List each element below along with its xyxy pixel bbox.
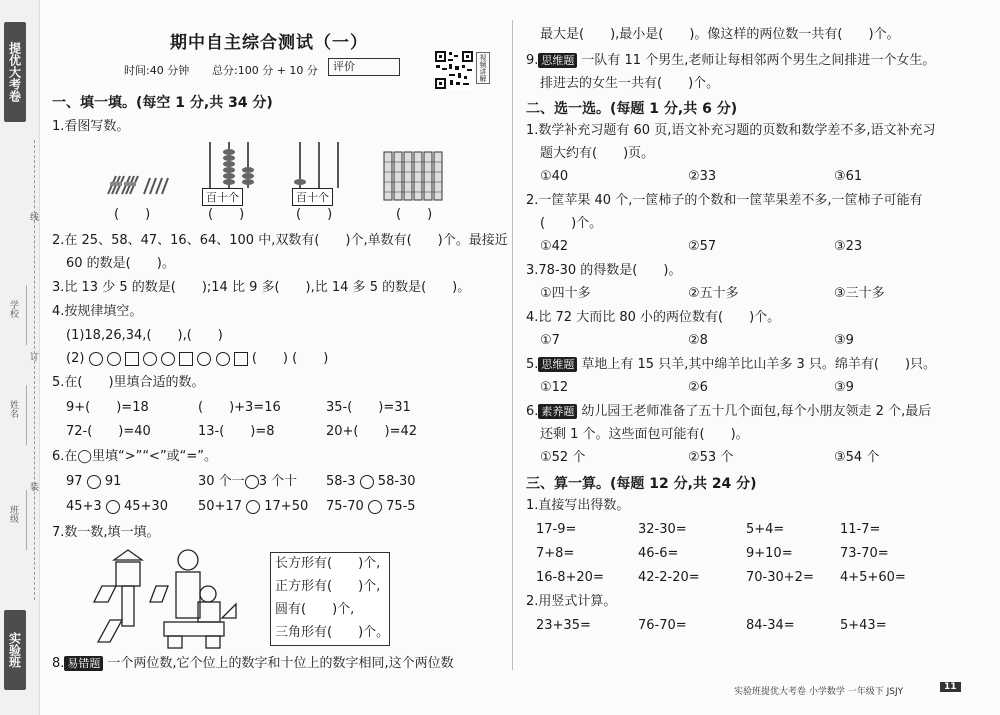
binding-strip — [0, 0, 40, 715]
comparison[interactable]: 45+3 45+30 — [66, 499, 168, 514]
circle-count[interactable]: 圆有( )个, — [275, 602, 355, 617]
option[interactable]: ①42 — [540, 239, 569, 254]
option[interactable]: ③三十多 — [834, 286, 885, 301]
answer-blank[interactable]: ( ) — [251, 351, 288, 366]
school-field-line — [26, 285, 27, 345]
right-column — [522, 0, 992, 715]
brand-label: 实验班 — [4, 610, 26, 690]
calc-q1-text: 1.直接写出得数。 — [526, 498, 630, 513]
qr-code[interactable] — [434, 50, 474, 90]
equation[interactable]: 9+10= — [746, 546, 793, 561]
abacus-place-label: 百十个 — [292, 188, 333, 206]
thinking-badge: 思维题 — [538, 53, 577, 68]
choice-5-line1: 5. 思维题 草地上有 15 只羊,其中绵羊比山羊多 3 只。绵羊有( )只。 — [526, 357, 937, 372]
question-1-text: 1.看图写数。 — [52, 119, 130, 134]
section-heading: 三、算一算。(每题 12 分,共 24 分) — [526, 476, 757, 492]
equation[interactable]: 70-30+2= — [746, 570, 814, 585]
option[interactable]: ②五十多 — [688, 286, 739, 301]
triangle-count[interactable]: 三角形有( )个。 — [275, 625, 390, 640]
equation[interactable]: 5+4= — [746, 522, 785, 537]
class-field-label: 班级 — [8, 505, 18, 523]
equation[interactable]: 32-30= — [638, 522, 687, 537]
question-4-text: 4.按规律填空。 — [52, 304, 143, 319]
vertical-calc[interactable]: 76-70= — [638, 618, 687, 633]
option[interactable]: ③23 — [834, 239, 863, 254]
equation[interactable]: 20+( )=42 — [326, 424, 418, 439]
equation[interactable]: 46-6= — [638, 546, 679, 561]
class-field-line — [26, 490, 27, 550]
option[interactable]: ②6 — [688, 380, 708, 395]
circle-shape — [143, 352, 157, 366]
option[interactable]: ③9 — [834, 380, 854, 395]
comparison[interactable]: 97 91 — [66, 474, 122, 489]
choice-1-line2: 题大约有( )页。 — [540, 146, 655, 161]
answer-blank[interactable]: ( ) — [114, 207, 151, 222]
square-shape — [179, 352, 193, 366]
option[interactable]: ②53 个 — [688, 450, 734, 465]
page-number: 11 — [940, 682, 961, 692]
equation[interactable]: 4+5+60= — [840, 570, 906, 585]
circle-shape — [197, 352, 211, 366]
equation[interactable]: 13-( )=8 — [198, 424, 275, 439]
option[interactable]: ③9 — [834, 333, 854, 348]
equation[interactable]: 72-( )=40 — [66, 424, 151, 439]
choice-1-line1: 1.数学补充习题有 60 页,语文补充习题的页数和数学差不多,语文补充习 — [526, 123, 936, 138]
section-heading: 一、填一填。(每空 1 分,共 34 分) — [52, 95, 273, 111]
question-5-text: 5.在( )里填合适的数。 — [52, 375, 205, 390]
option[interactable]: ①7 — [540, 333, 560, 348]
square-shape — [125, 352, 139, 366]
name-field-label: 姓名 — [8, 400, 18, 418]
binding-mark: 订 — [30, 353, 40, 363]
equation[interactable]: 11-7= — [840, 522, 881, 537]
qr-caption: 视频讲解 — [476, 52, 490, 84]
option[interactable]: ③61 — [834, 169, 863, 184]
question-4-row2 — [66, 350, 328, 368]
shape-count-box — [270, 552, 390, 646]
stick-bundles-icon — [104, 168, 170, 198]
comparison[interactable]: 30 个一 3 个十 — [198, 474, 298, 489]
question-3-text: 3.比 13 少 5 的数是( );14 比 9 多( ),比 14 多 5 的数是( )。 — [52, 280, 471, 295]
choice-6-line2: 还剩 1 个。这些面包可能有( )。 — [540, 427, 749, 442]
section-heading: 二、选一选。(每题 1 分,共 6 分) — [526, 101, 738, 117]
rectangle-count[interactable]: 长方形有( )个, — [275, 556, 381, 571]
vertical-calc[interactable]: 23+35= — [536, 618, 591, 633]
question-2-line2: 60 的数是( )。 — [66, 256, 175, 271]
page-title: 期中自主综合测试（一） — [170, 33, 368, 53]
equation[interactable]: 35-( )=31 — [326, 400, 411, 415]
option[interactable]: ①四十多 — [540, 286, 591, 301]
square-count[interactable]: 正方形有( )个, — [275, 579, 381, 594]
answer-blank[interactable]: ( ) — [292, 351, 329, 366]
choice-2-line1: 2.一筐苹果 40 个,一筐柿子的个数和一筐苹果差不多,一筐柿子可能有 — [526, 193, 923, 208]
equation[interactable]: 7+8= — [536, 546, 575, 561]
option[interactable]: ②57 — [688, 239, 717, 254]
name-field-line — [26, 385, 27, 445]
question-9-line2: 排进去的女生一共有( )个。 — [540, 76, 720, 91]
literacy-badge: 素养题 — [538, 404, 577, 419]
circle-shape — [89, 352, 103, 366]
choice-6-line1: 6. 素养题 幼儿园王老师准备了五十几个面包,每个小朋友领走 2 个,最后 — [526, 404, 932, 419]
cube-stacks-icon — [382, 148, 448, 202]
circle-shape — [107, 352, 121, 366]
comparison[interactable]: 50+17 17+50 — [198, 499, 309, 514]
answer-blank[interactable]: ( ) — [208, 207, 245, 222]
column-divider — [512, 20, 513, 670]
binding-mark: 线 — [30, 213, 40, 223]
question-9-line1: 9. 思维题 一队有 11 个男生,老师让每相邻两个男生之间排进一个女生。 — [526, 53, 936, 68]
row-label: (2) — [66, 351, 85, 366]
school-field-label: 学校 — [8, 300, 18, 318]
question-4-row1: (1)18,26,34,( ),( ) — [66, 328, 223, 343]
cut-line — [34, 140, 35, 600]
equation[interactable]: 42-2-20= — [638, 570, 700, 585]
evaluation-label: 评价 — [333, 60, 355, 73]
series-label: 提优大考卷 — [4, 22, 26, 122]
option[interactable]: ①52 个 — [540, 450, 586, 465]
abacus-place-label: 百十个 — [202, 188, 243, 206]
question-6-text: 6.在◯里填“>”“<”或“=”。 — [52, 449, 218, 464]
equation[interactable]: 17-9= — [536, 522, 577, 537]
choice-2-line2: ( )个。 — [540, 216, 603, 231]
option[interactable]: ②33 — [688, 169, 717, 184]
choice-3-line1: 3.78-30 的得数是( )。 — [526, 263, 682, 278]
left-column — [52, 0, 508, 715]
option[interactable]: ②8 — [688, 333, 708, 348]
binding-mark: 装 — [30, 483, 40, 493]
equation[interactable]: 16-8+20= — [536, 570, 604, 585]
comparison[interactable]: 75-70 75-5 — [326, 499, 416, 514]
question-2-line1: 2.在 25、58、47、16、64、100 中,双数有( )个,单数有( )个。最接近 — [52, 233, 508, 248]
option[interactable]: ③54 个 — [834, 450, 880, 465]
total-score: 总分:100 分 + 10 分 — [212, 64, 318, 77]
error-prone-badge: 易错题 — [64, 656, 103, 671]
question-7-text: 7.数一数,填一填。 — [52, 525, 160, 540]
choice-4-line1: 4.比 72 大而比 80 小的两位数有( )个。 — [526, 310, 781, 325]
footer-text: 实验班提优大考卷 小学数学 一年级下 JSJY — [734, 687, 904, 697]
shapes-figure — [92, 546, 262, 650]
vertical-calc[interactable]: 84-34= — [746, 618, 795, 633]
circle-shape — [216, 352, 230, 366]
question-8-line1: 8. 易错题 一个两位数,它个位上的数字和十位上的数字相同,这个两位数 — [52, 656, 454, 671]
equation[interactable]: 73-70= — [840, 546, 889, 561]
circle-shape — [161, 352, 175, 366]
time-limit: 时间:40 分钟 — [124, 64, 190, 77]
answer-blank[interactable]: ( ) — [396, 207, 433, 222]
comparison[interactable]: 58-3 58-30 — [326, 474, 416, 489]
vertical-calc[interactable]: 5+43= — [840, 618, 887, 633]
evaluation-box[interactable] — [328, 58, 400, 76]
square-shape — [234, 352, 248, 366]
equation[interactable]: ( )+3=16 — [198, 400, 281, 415]
equation[interactable]: 9+( )=18 — [66, 400, 149, 415]
option[interactable]: ①12 — [540, 380, 569, 395]
question-8-line2: 最大是( ),最小是( )。像这样的两位数一共有( )个。 — [540, 27, 900, 42]
calc-q2-text: 2.用竖式计算。 — [526, 594, 617, 609]
option[interactable]: ①40 — [540, 169, 569, 184]
answer-blank[interactable]: ( ) — [296, 207, 333, 222]
thinking-badge: 思维题 — [538, 357, 577, 372]
